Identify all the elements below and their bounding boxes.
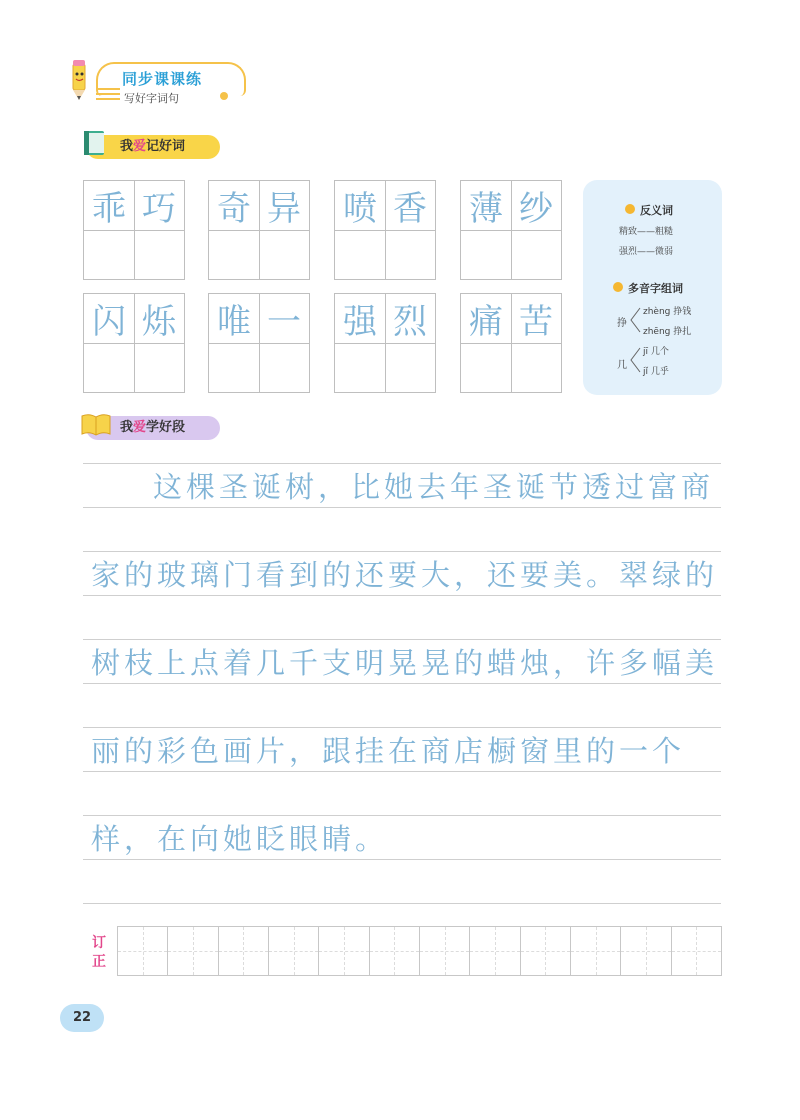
correction-cell[interactable] (168, 927, 218, 975)
polyphone-char: 挣 (617, 318, 627, 329)
word-char: 异 (267, 189, 301, 229)
correction-cell[interactable] (269, 927, 319, 975)
page-header (60, 52, 260, 108)
polyphone-reading: jī 几个 (643, 347, 669, 357)
word-box-2 (208, 180, 310, 280)
pencil-mascot-icon (66, 56, 92, 100)
correction-label (92, 934, 108, 972)
word-box-3 (334, 180, 436, 280)
correction-cell[interactable] (621, 927, 671, 975)
polyphone-reading: jǐ 几乎 (643, 367, 669, 377)
word-box-7 (334, 293, 436, 393)
tag-words-prefix: 我 (120, 139, 134, 154)
correction-cell[interactable] (219, 927, 269, 975)
word-char: 烈 (393, 302, 427, 342)
page-number: 22 (60, 1004, 104, 1032)
header-speed-lines (96, 88, 120, 100)
tag-para-love: 爱 (133, 420, 147, 435)
word-box-4 (460, 180, 562, 280)
word-char: 奇 (217, 189, 251, 229)
word-char: 纱 (519, 189, 553, 229)
word-box-8 (460, 293, 562, 393)
paragraph-line-1: 这棵圣诞树，比她去年圣诞节透过富商 (153, 470, 715, 504)
book-icon (80, 127, 112, 159)
correction-label-char: 正 (92, 954, 106, 970)
bracket-icon (629, 306, 641, 334)
paragraph-line-5: 样，在向她眨眼睛。 (91, 822, 389, 856)
tag-words-suffix: 记好词 (146, 139, 186, 154)
bracket-icon (629, 346, 641, 374)
tag-para-suffix: 学好段 (146, 420, 186, 435)
bulb-icon (613, 282, 623, 292)
sun-icon (220, 92, 228, 100)
word-char: 烁 (142, 302, 176, 342)
vocab-note-card (583, 180, 722, 395)
antonym-pair: 精致——粗糙 (619, 227, 674, 237)
polyphone-reading: zhèng 挣钱 (643, 307, 692, 317)
correction-cell[interactable] (118, 927, 168, 975)
word-char: 巧 (142, 189, 176, 229)
word-char: 一 (267, 302, 301, 342)
word-char: 痛 (469, 302, 503, 342)
correction-cell[interactable] (319, 927, 369, 975)
word-char: 苦 (519, 302, 553, 342)
correction-cell[interactable] (420, 927, 470, 975)
word-char: 喷 (343, 189, 377, 229)
tag-words-love: 爱 (133, 139, 147, 154)
word-box-1 (83, 180, 185, 280)
polyphones-title: 多音字组词 (628, 282, 683, 295)
header-subtitle: 写好字词句 (124, 92, 179, 105)
paragraph-line-2: 家的玻璃门看到的还要大，还要美。翠绿的 (91, 558, 719, 592)
section-tag-words (86, 135, 220, 159)
correction-cell[interactable] (470, 927, 520, 975)
bulb-icon (625, 204, 635, 214)
word-box-5 (83, 293, 185, 393)
word-box-6 (208, 293, 310, 393)
open-book-icon (80, 408, 112, 440)
correction-cell[interactable] (672, 927, 721, 975)
word-char: 闪 (92, 302, 126, 342)
section-tag-paragraph (86, 416, 220, 440)
word-char: 香 (393, 189, 427, 229)
polyphone-reading: zhēng 挣扎 (643, 327, 692, 337)
correction-label-char: 订 (92, 935, 106, 951)
correction-cell[interactable] (571, 927, 621, 975)
correction-grid (117, 926, 722, 976)
correction-cell[interactable] (521, 927, 571, 975)
writing-rule (83, 903, 721, 904)
antonyms-title: 反义词 (640, 204, 673, 217)
correction-cell[interactable] (370, 927, 420, 975)
paragraph-line-4: 丽的彩色画片，跟挂在商店橱窗里的一个 (91, 734, 686, 768)
tag-para-prefix: 我 (120, 420, 134, 435)
antonym-pair: 强烈——微弱 (619, 247, 674, 257)
word-char: 薄 (469, 189, 503, 229)
header-title: 同步课课练 (122, 70, 203, 88)
polyphone-char: 几 (617, 360, 627, 371)
word-char: 唯 (217, 302, 251, 342)
word-char: 乖 (92, 189, 126, 229)
paragraph-line-3: 树枝上点着几千支明晃晃的蜡烛，许多幅美 (91, 646, 719, 680)
word-char: 强 (343, 302, 377, 342)
